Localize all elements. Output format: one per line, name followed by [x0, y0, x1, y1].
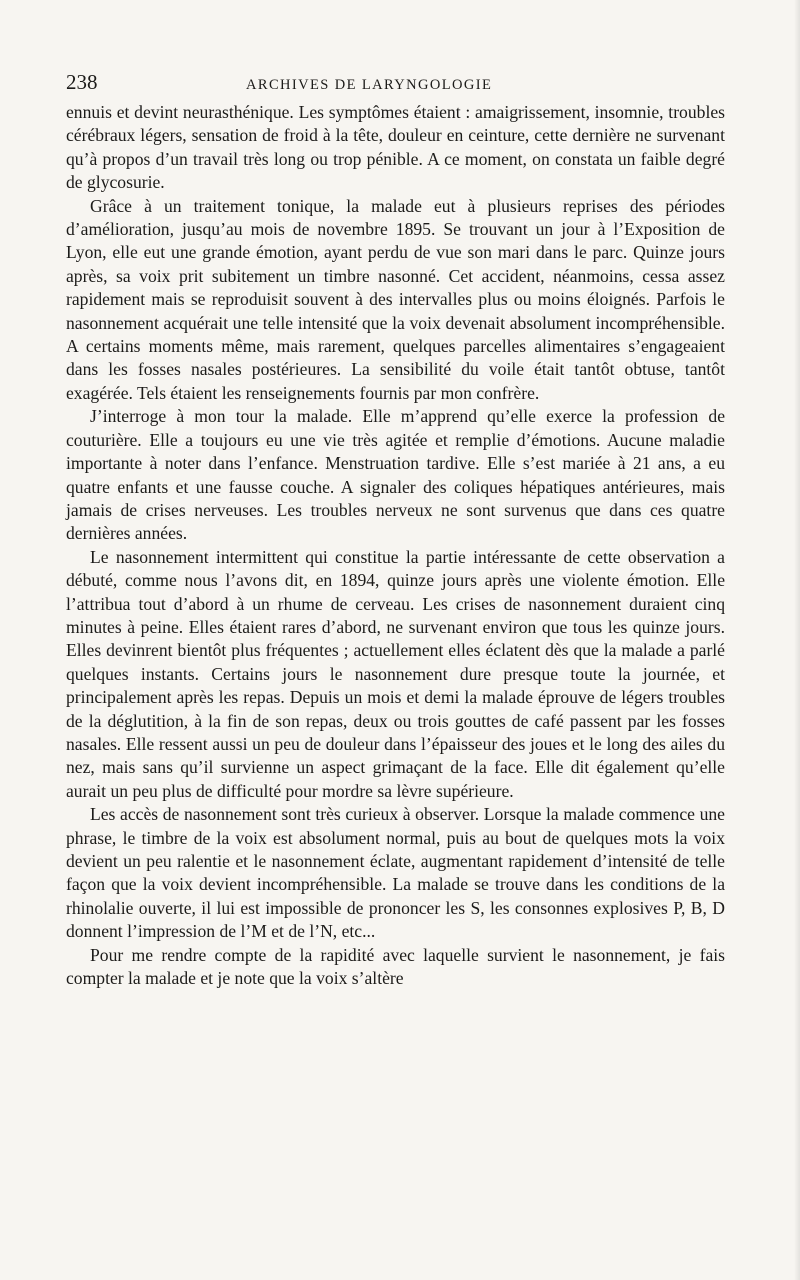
paragraph-interview: J’interroge à mon tour la malade. Elle m’apprend qu’elle exerce la profession de couturière. Elle a toujours eu une vie très agitée et remplie d’émotions. Aucune maladie importante à noter dans l’enfance. Menstruation tardive. Elle s’est mariée à 21 ans, a eu quatre enfants et une fausse couche. A signaler des coliques hépatiques antérieures, mais jamais de crises nerveuses. Les troubles nerveux ne sont survenus que dans ces quatre dernières années.: [66, 406, 725, 544]
body-text: [66, 101, 725, 990]
paragraph-acces: Les accès de nasonnement sont très curieux à observer. Lorsque la malade commence une phrase, le timbre de la voix est absolument normal, puis au bout de quelques mots la voix devient un peu ralentie et le nasonnement éclate, augmentant rapidement d’intensité de telle façon que la voix devient incompréhensible. La malade se trouve dans les conditions de la rhinolalie ouverte, il lui est impossible de prononcer les S, les consonnes explosives P, B, D donnent l’impression de l’M et de l’N, etc...: [66, 804, 725, 942]
page-number: 238: [66, 70, 98, 94]
paragraph-nasonnement: Le nasonnement intermittent qui constitue la partie intéressante de cette observation a débuté, comme nous l’avons dit, en 1894, quinze jours après une violente émotion. Elle l’attribua tout d’abord à un rhume de cerveau. Les crises de nasonnement duraient cinq minutes à peine. Elles étaient rares d’abord, ne survenant environ que tous les quinze jours. Elles devinrent bientôt plus fréquentes ; actuellement elles éclatent dès que la malade a parlé quelques instants. Certains jours le nasonnement dure presque toute la journée, et principalement après les repas. Depuis un mois et demi la malade éprouve de légers troubles de la déglutition, à la fin de son repas, deux ou trois gouttes de café passent par les fosses nasales. Elle ressent aussi un peu de douleur dans l’épaisseur des joues et le long des ailes du nez, mais sans qu’il survienne un aspect grimaçant de la face. Elle dit également qu’elle aurait un peu plus de difficulté pour mordre sa lèvre supérieure.: [66, 546, 725, 801]
running-title: ARCHIVES DE LARYNGOLOGIE: [246, 77, 493, 93]
running-head: [66, 70, 725, 95]
paragraph-rapidite: Pour me rendre compte de la rapidité avec laquelle survient le nasonnement, je fais compter la malade et je note que la voix s’altère: [66, 944, 725, 989]
paragraph-treatment: Grâce à un traitement tonique, la malade eut à plusieurs reprises des périodes d’amélioration, jusqu’au mois de novembre 1895. Se trouvant un jour à l’Exposition de Lyon, elle eut une grande émotion, ayant perdu de vue son mari dans le parc. Quinze jours après, sa voix prit subitement un timbre nasonné. Cet accident, néanmoins, cessa assez rapidement mais se reproduisit souvent à des intervalles plus ou moins éloignés. Parfois le nasonnement acquérait une telle intensité que la voix devenait absolument incompréhensible. A certains moments même, mais rarement, quelques parcelles alimentaires s’engageaient dans les fosses nasales postérieures. La sensibilité du voile était tantôt obtuse, tantôt exagérée. Tels étaient les renseignements fournis par mon confrère.: [66, 195, 725, 403]
paragraph-continuation: ennuis et devint neurasthénique. Les symptômes étaient : amaigrissement, insomnie, troubles cérébraux légers, sensation de froid à la tête, douleur en ceinture, cette dernière ne survenant qu’à propos d’un travail très long ou trop pénible. A ce moment, on constata un faible degré de glycosurie.: [66, 102, 725, 193]
page-edge-shadow: [794, 0, 800, 1280]
